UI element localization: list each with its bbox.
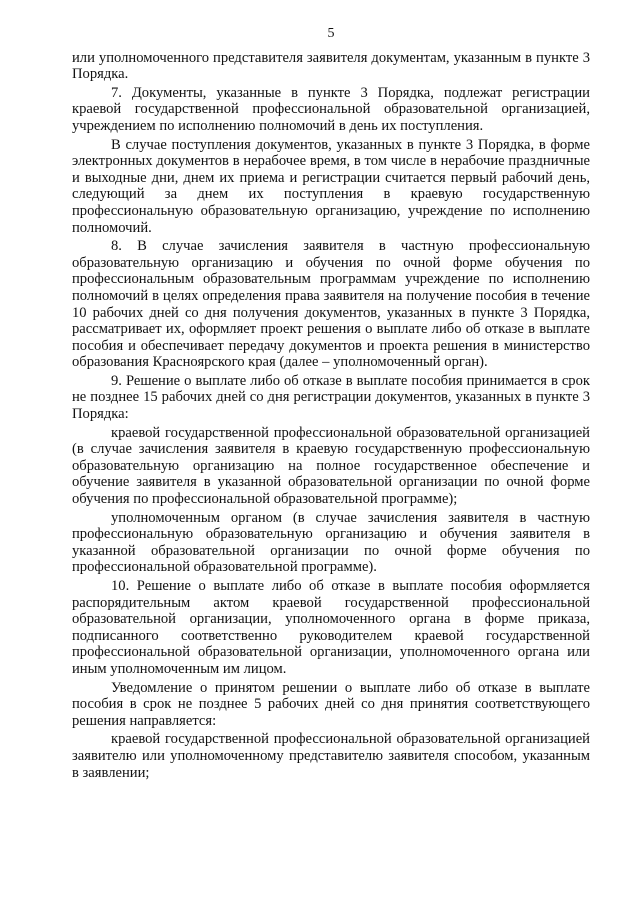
paragraph-notification-item-state-organization: краевой государственной профессиональной образовательной организацией заявителю или уполномоченному представителю заявителя способом, указанным в заявлении;: [72, 731, 590, 781]
paragraph-notification: Уведомление о принятом решении о выплате либо об отказе в выплате пособия в срок не позднее 5 рабочих дней со дня принятия соответствующего решения направляется:: [72, 679, 590, 729]
paragraph-continuation: или уполномоченного представителя заявителя документам, указанным в пункте 3 Порядка.: [72, 49, 590, 83]
paragraph-9-item-authorized-body: уполномоченным органом (в случае зачисления заявителя в частную профессиональную образовательную организацию и обучения заявителя в указанной образовательной организации по очной форме обучения по профессиональной образовательной программе).: [72, 509, 590, 576]
paragraph-7: 7. Документы, указанные в пункте 3 Порядка, подлежат регистрации краевой государственной профессиональной образовательной организацией, учреждением по исполнению полномочий в день их поступления.: [72, 84, 590, 134]
paragraph-9-item-state-organization: краевой государственной профессиональной образовательной организацией (в случае зачисления заявителя в краевую государственную профессиональную образовательную организацию на полное государственное обеспечение и обучение заявителя в указанной образовательной организации по очной форме обучения по профессиональной образовательной программе);: [72, 424, 590, 508]
paragraph-10: 10. Решение о выплате либо об отказе в выплате пособия оформляется распорядительным актом краевой государственной профессиональной образовательной организации, уполномоченного органа в форме приказа, подписанного соответственно руководителем краевой государственной профессиональной образовательной организации, уполномоченного органа или иным уполномоченным им лицом.: [72, 578, 590, 677]
document-page: [72, 26, 590, 783]
page-number: 5: [327, 26, 335, 41]
paragraph-9: 9. Решение о выплате либо об отказе в выплате пособия принимается в срок не позднее 15 рабочих дней со дня регистрации документов, указанных в пункте 3 Порядка:: [72, 372, 590, 423]
paragraph-electronic-documents: В случае поступления документов, указанных в пункте 3 Порядка, в форме электронных документов в нерабочее время, в том числе в нерабочие праздничные и выходные дни, днем их приема и регистрации считается первый рабочий день, следующий за днем их поступления в краевую государственную профессиональную образовательную организацию, учреждение по исполнению полномочий.: [72, 136, 590, 236]
paragraph-8: 8. В случае зачисления заявителя в частную профессиональную образовательную организацию и обучения по очной форме обучения по профессиональным образовательным программам учреждение по исполнению полномочий в целях определения права заявителя на получение пособия в течение 10 рабочих дней со дня получения документов, указанных в пункте 3 Порядка, рассматривает их, оформляет проект решения о выплате либо об отказе в выплате пособия и обеспечивает передачу документов и проекта решения в министерство образования Красноярского края (далее – уполномоченный орган).: [72, 238, 590, 371]
